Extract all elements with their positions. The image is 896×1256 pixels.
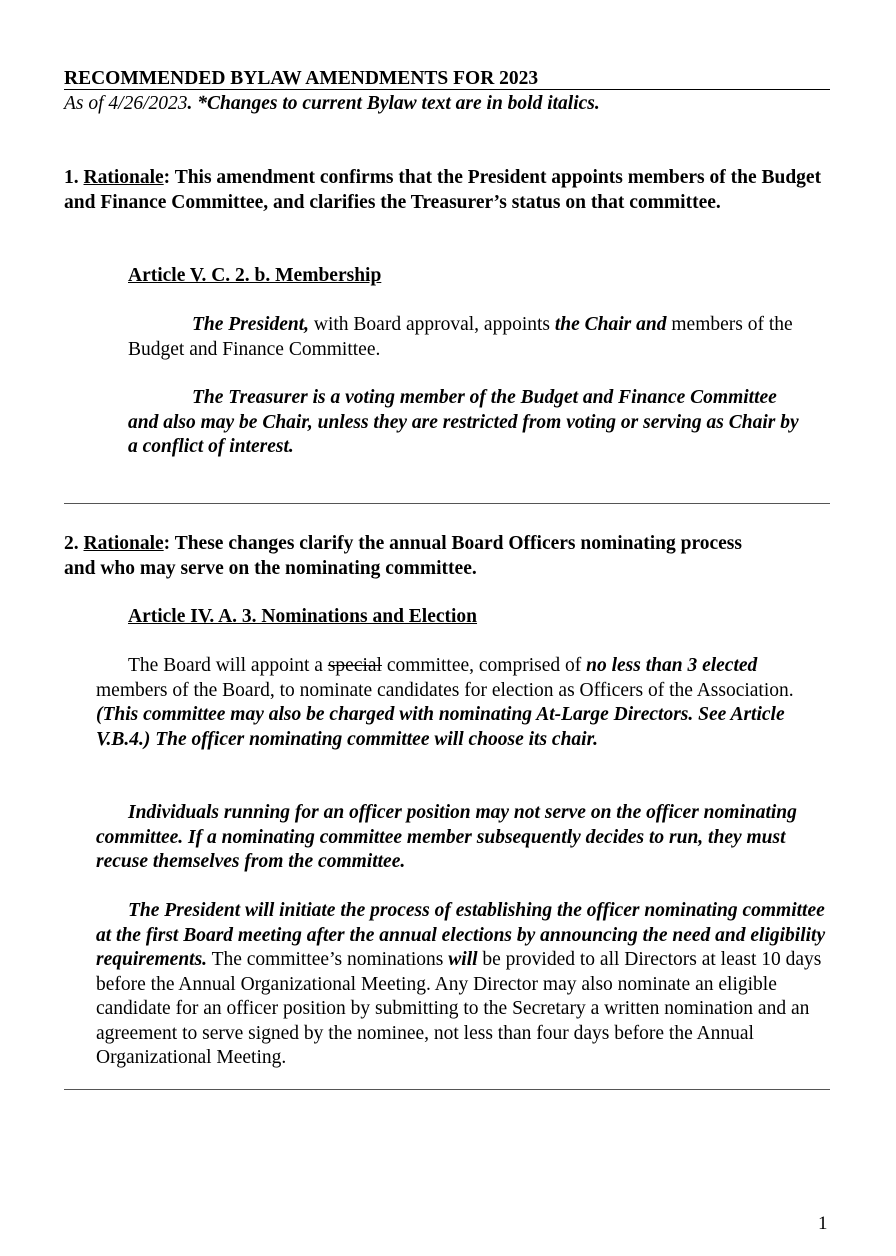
section1-rationale-text: : This amendment confirms that the President appoints members of the Budget and Finance Committee, and clarifies the Treasurer’s status on that committee. [64,167,822,213]
section2-article-heading: Article IV. A. 3. Nominations and Election [128,606,478,627]
s2p1-e: members of the Board, to nominate candidates for election as Officers of the Association. [96,679,794,701]
section-divider [64,1089,830,1090]
section1-paragraph1 [128,313,828,362]
section2-paragraph1 [96,654,831,752]
s1p1-b: with Board approval, appoints [309,314,555,335]
as-of-date: As of 4/26/2023 [64,93,188,114]
s1p1-a: The President, [192,314,309,335]
s2p3-d: be provided to all Directors at least 10 days before the Annual Organizational Meeting. Any Director may also nominate an eligible candidate for an officer position by submitting to the Secretary a written nomination and an agreement to serve signed by the nominee, not less than four days before the Annual Organizational Meeting. [96,949,822,1068]
section2-rationale [64,532,764,581]
s2p1-f: (This committee may also be charged with nominating At-Large Directors. See Article V.B.4.) The officer nominating committee will choose its chair. [96,704,785,750]
s2p3-c: will [448,949,478,970]
s1p1-d: members of the Budget and Finance Committee. [128,314,793,360]
as-of-line [64,92,864,117]
document-title [64,68,830,90]
s2p3-a: The President will initiate the process of establishing the officer nominating committee at the first Board meeting after the annual elections by announcing the need and eligibility requirements. [96,900,826,970]
section1-paragraph2: The Treasurer is a voting member of the Budget and Finance Committee and also may be Chair, unless they are restricted from voting or serving as Chair by a conflict of interest. [128,387,799,457]
document-title-text: RECOMMENDED BYLAW AMENDMENTS FOR 2023 [64,68,539,89]
section2-rationale-text: : These changes clarify the annual Board Officers nominating process and who may serve on the nominating committee. [64,533,742,579]
section1-article-heading: Article V. C. 2. b. Membership [128,265,382,286]
section-divider [64,503,830,504]
s2p1-a: The Board will appoint a [128,655,328,676]
section2-paragraph3 [96,899,831,1071]
section2-paragraph2: Individuals running for an officer position may not serve on the officer nominating committee. If a nominating committee member subsequently decides to run, they must recuse themselves from the committee. [96,802,797,872]
page-number: 1 [818,1213,828,1234]
s2p1-c: committee, comprised of [381,655,587,676]
changes-note: . *Changes to current Bylaw text are in bold italics. [187,93,600,114]
s2p1-strike: special [327,655,382,676]
section2-rationale-label: Rationale [83,533,164,554]
s1p1-c: the Chair and [554,314,667,335]
section2-number: 2. [64,533,84,554]
s2p3-b: The committee’s nominations [207,949,449,970]
s2p1-d: no less than 3 elected [586,655,758,676]
section1-number: 1. [64,167,84,188]
section1-rationale-label: Rationale [83,167,164,188]
section1-rationale [64,166,830,215]
